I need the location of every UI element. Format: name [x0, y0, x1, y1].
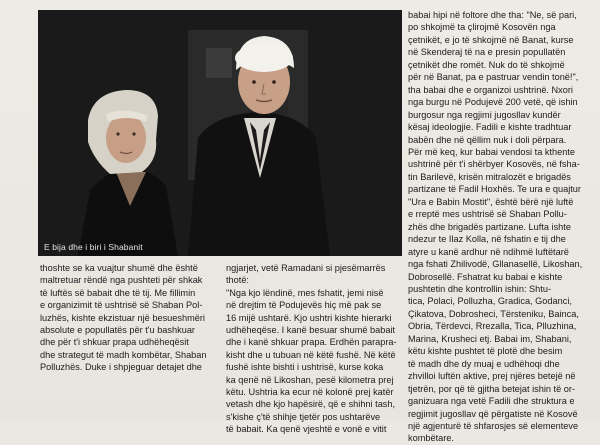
text-line: nga fshati Zhilivodë, Gllanasellë, Likoshan, [408, 259, 583, 270]
photo-figures [38, 10, 402, 256]
text-line: dhe strategut të madh kombëtar, Shaban [40, 349, 207, 360]
text-line: nga burgu në Podujevë 200 vetë, që ishin [408, 97, 578, 108]
text-line: të madh dhe dy muaj e udhëhoqi dhe [408, 358, 560, 369]
text-line: tha babai dhe e organizoi ushtrinë. Nxori [408, 84, 573, 95]
text-line: "Nga kjo lëndinë, mes fshatit, jemi nisë [226, 287, 384, 298]
text-line: Çikatova, Dobrosheci, Tërsteniku, Bainca, [408, 308, 579, 319]
text-line: ngjarjet, vetë Ramadani si pjesëmarrës [226, 263, 386, 273]
text-line: pushtetin dhe kontrollin ishin: Shtu- [408, 283, 552, 294]
text-line: e rreptë mes ushtrisë së Shaban Pollu- [408, 209, 567, 220]
text-line: një agjenturë të shfarosjes së elementeve [408, 420, 579, 431]
text-line: dhe për t'i shkuar prapa udhëheqësit [40, 337, 189, 348]
text-line: çetnikët dhe romët. Nuk do të shkojmë [408, 59, 565, 70]
text-line: maltretuar rëndë nga pushteti për shkak [40, 275, 203, 286]
text-line: regjimit jugosllav që përgatiste në Kosovë [408, 408, 578, 419]
text-line: burgosur nga regjimi jugosllav kundër [408, 109, 561, 120]
text-line: kisht dhe u tubuan në këtë fushë. Në këtë [226, 349, 396, 360]
text-line: për në Banat, pa e pastruar vendin tonë!", [408, 72, 579, 83]
text-line: 16 mijë ushtarë. Kjo ushtri kishte hierarki [226, 312, 392, 323]
text-line: këtu. Ushtria ka ecur në kolonë prej katër [226, 387, 394, 398]
text-line: Për më keq, kur babai vendosi ta kthente [408, 146, 576, 157]
text-line: ushtrinë për t'i shërbyer Kosovës, në fsha- [408, 159, 580, 170]
text-line: zhës dhe brigadës partizane. Lufta ishte [408, 221, 571, 232]
text-line: Dobrosellë. Fshatrat ku babai e kishte [408, 271, 563, 282]
text-line: Marina, Krusheci etj. Babai im, Shabani, [408, 333, 572, 344]
photo-mother-and-son [38, 10, 402, 256]
text-line: luzhës, kishte ekzistuar një besueshmëri [40, 312, 205, 323]
text-line: vetash dhe kjo hapësirë, që e shihni tash, [226, 399, 396, 410]
text-line: kombëtare. [408, 433, 454, 444]
text-line: tica, Polaci, Polluzha, Gradica, Godanci, [408, 296, 572, 307]
text-line: ka qenë në Likoshan, pesë kilometra prej [226, 374, 394, 385]
text-line: udhëheqëse. I kanë besuar shumë babait [226, 325, 396, 336]
text-line: në Skenderaj të na e presin popullatën [408, 47, 566, 58]
text-line: s'kishe ç'të shihje tjetër pos ushtarëve [226, 411, 381, 422]
text-line: babën dhe në qëllim nuk i doli përpara. [408, 134, 567, 145]
text-line: e organizimit të ushtrisë së Shaban Pol- [40, 300, 203, 311]
text-line: Polluzhës. Duke i shpjeguar detajet dhe [40, 362, 202, 373]
text-line: po shkojmë ta çlirojmë Kosovën nga [408, 22, 556, 33]
text-line: në drejtim të Podujevës hiç më pak se [226, 300, 382, 311]
text-line: babai hipi në foltore dhe tha: "Ne, së pari, [408, 10, 577, 20]
text-line: fushë ishte bishti i ushtrisë, kurse koka [226, 362, 384, 373]
text-line: tjetrën, por që të gjitha betejat ishin të or- [408, 383, 576, 394]
text-line: të babait. Ka qenë vjeshtë e vonë e vitit [226, 424, 387, 435]
text-line: dhe i kanë shkuar prapa. Erdhën parapra- [226, 337, 397, 348]
text-line: zhvilloi luftën aktive, prej njëres betejë në [408, 371, 576, 382]
text-line: thoshte se ka vuajtur shumë dhe është [40, 263, 198, 273]
text-line: atyre u kanë ardhur në ndihmë luftëtarë [408, 246, 569, 257]
article-column-middle [226, 262, 402, 436]
text-line: ganizuara nga vetë Fadili dhe struktura e [408, 396, 575, 407]
photo-caption: E bija dhe i biri i Shabanit [44, 242, 143, 252]
article-column-right [408, 9, 594, 445]
text-line: këtu kishte pushtet të plotë dhe besim [408, 346, 563, 357]
text-line: thotë: [226, 275, 249, 286]
text-line: të luftës së babait dhe të tij. Me fillimin [40, 287, 196, 298]
article-column-left [40, 262, 220, 374]
text-line: "Ura e Babin Mostit", është bërë një luftë [408, 196, 574, 207]
text-line: absolute e popullatës për t'u bashkuar [40, 325, 195, 336]
text-line: çetnikët, e jo të shkojmë në Banat, kurse [408, 34, 574, 45]
text-line: kësaj ideologjie. Fadili e kishte tradhtuar [408, 122, 572, 133]
text-line: partizane të Fadil Hoxhës. Te ura e quajtur [408, 184, 581, 195]
text-line: tin Barilevë, krisën mitralozët e brigadës [408, 171, 571, 182]
text-line: Obria, Tërdevci, Rrezalla, Tica, Plluzhina, [408, 321, 577, 332]
text-line: ndezur te Ilaz Kolla, në fshatin e tij dhe [408, 234, 566, 245]
